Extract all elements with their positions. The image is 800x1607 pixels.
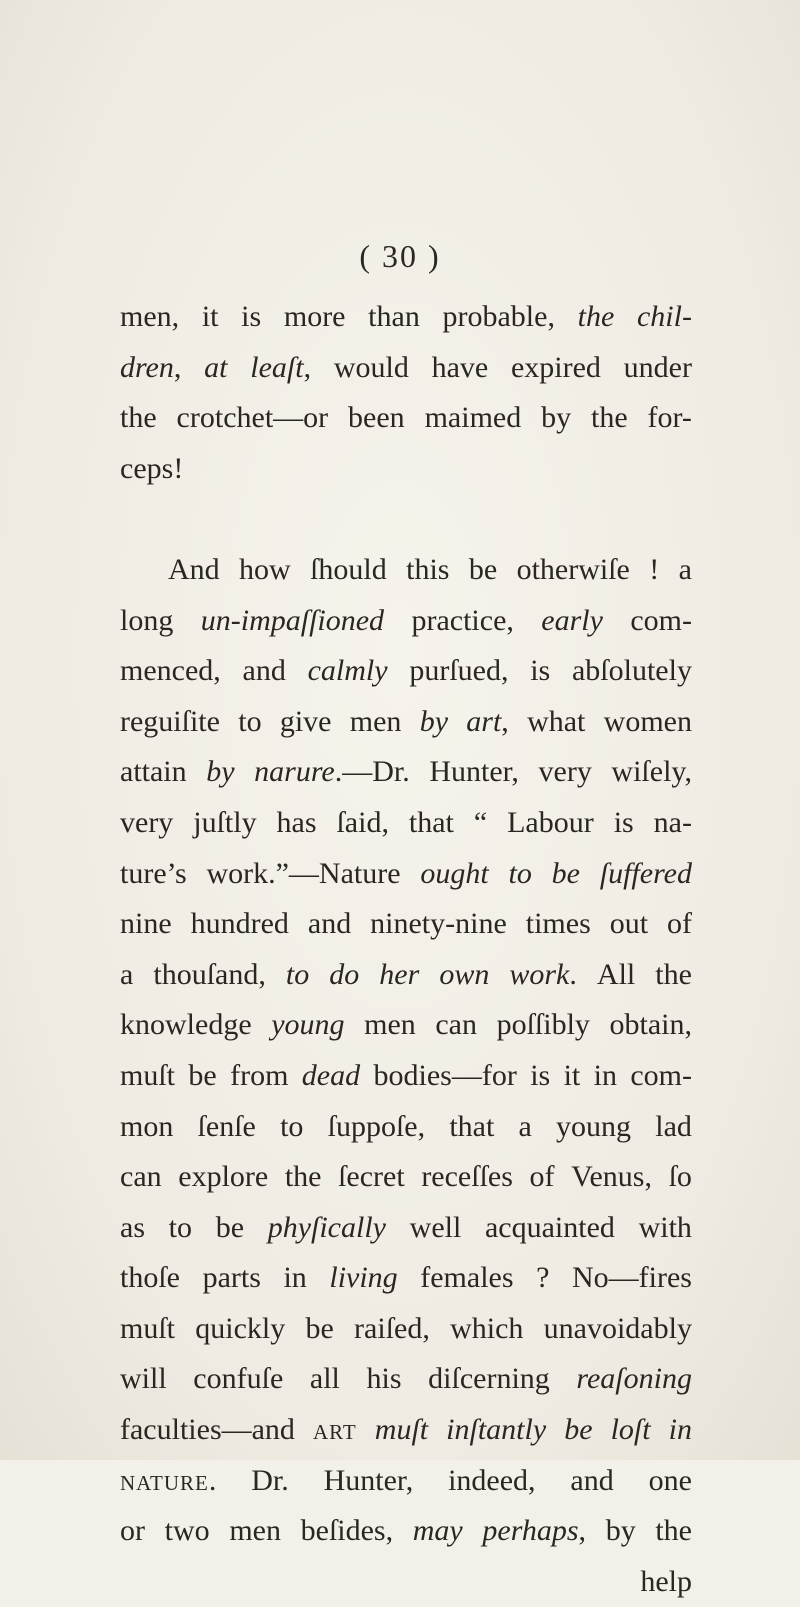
word: this <box>406 552 450 586</box>
word: to <box>168 1210 193 1244</box>
word: how <box>239 552 291 586</box>
word: ninety-nine <box>370 907 507 941</box>
word: and <box>307 907 352 941</box>
word: in <box>283 1261 307 1295</box>
word: muſt <box>374 1413 429 1447</box>
word: reaſoning <box>576 1362 692 1396</box>
word: young <box>556 1109 632 1143</box>
word: the <box>655 957 692 991</box>
word: as <box>120 1210 145 1244</box>
word: be <box>564 1413 593 1447</box>
word: men <box>349 704 402 738</box>
word: lad <box>655 1109 692 1143</box>
word: long <box>120 603 174 637</box>
word: thouſand, <box>153 957 266 991</box>
word: a <box>518 1109 532 1143</box>
word: have <box>431 350 489 384</box>
word: un-impaſſioned <box>200 603 385 637</box>
text-line <box>120 849 692 900</box>
word: and <box>242 654 286 688</box>
word: the <box>284 1160 322 1194</box>
word: No—fires <box>571 1261 692 1295</box>
word: explore <box>178 1160 269 1194</box>
word: of <box>667 907 692 941</box>
word: all <box>309 1362 340 1396</box>
word: be <box>468 552 498 586</box>
word: to <box>238 704 262 738</box>
word: her <box>379 957 420 991</box>
word: give <box>279 704 332 738</box>
word: ſuppoſe, <box>327 1109 426 1143</box>
word: men, <box>120 300 180 333</box>
text-line <box>120 1405 692 1456</box>
word: females <box>420 1261 514 1295</box>
word: been <box>348 401 405 435</box>
word: ſo <box>668 1160 692 1194</box>
word: com- <box>630 1058 692 1092</box>
word: his <box>366 1362 402 1396</box>
word: mon <box>120 1109 174 1143</box>
word: from <box>230 1058 289 1092</box>
text-line <box>120 1152 692 1203</box>
word: ought <box>420 856 489 890</box>
word: men <box>229 1514 281 1548</box>
text-line <box>120 747 692 798</box>
word: muſt <box>120 1311 176 1345</box>
word: more <box>283 300 346 333</box>
text-line <box>120 697 692 748</box>
word: attain <box>120 755 187 789</box>
text-line <box>120 1102 692 1153</box>
text-line <box>120 798 692 849</box>
word: crotchet—or <box>176 401 329 435</box>
word: leaſt, <box>250 350 312 384</box>
word: ſaid, <box>336 805 389 839</box>
word: ſenſe <box>197 1109 256 1143</box>
word: nine <box>120 907 172 941</box>
text-line <box>120 1203 692 1254</box>
word: can <box>120 1160 162 1194</box>
word: diſcerning <box>428 1362 550 1396</box>
word: calmly <box>307 654 388 688</box>
word: young <box>271 1008 345 1042</box>
word: ſuffered <box>599 856 692 890</box>
word: purſued, <box>409 654 509 688</box>
text-line <box>120 393 692 444</box>
text-line <box>120 1456 692 1507</box>
word: knowledge <box>120 1008 252 1042</box>
word: Hunter, <box>323 1463 414 1497</box>
word: be <box>551 856 580 890</box>
word: to <box>280 1109 304 1143</box>
page-number: ( 30 ) <box>359 238 441 274</box>
word: be <box>215 1210 245 1244</box>
word: well <box>409 1210 462 1244</box>
word: be <box>305 1311 334 1345</box>
word: or <box>120 1514 145 1548</box>
catchword: help <box>640 1564 692 1598</box>
word: muſt <box>120 1058 176 1092</box>
text-line <box>120 1506 692 1557</box>
word: art <box>312 1413 357 1447</box>
word: unavoidably <box>543 1311 692 1345</box>
word: inſtantly <box>446 1413 547 1447</box>
text-line <box>120 899 692 950</box>
word: by <box>419 704 449 738</box>
word: Labour <box>507 805 594 839</box>
word: All <box>596 957 636 991</box>
word: phyſically <box>267 1210 386 1244</box>
word: is <box>530 1058 551 1092</box>
word: practice, <box>411 603 514 637</box>
word: that <box>408 805 454 839</box>
word: is <box>241 300 262 333</box>
word: indeed, <box>448 1463 536 1497</box>
word: faculties—and <box>120 1413 295 1447</box>
word: receſſes <box>421 1160 513 1194</box>
word: raiſed, <box>354 1311 430 1345</box>
text-line <box>120 1253 692 1304</box>
text-line <box>120 1304 692 1355</box>
word: work. <box>509 957 577 991</box>
word: maimed <box>424 401 522 435</box>
word: na- <box>653 805 692 839</box>
word: living <box>329 1261 398 1295</box>
word: is <box>613 805 634 839</box>
word: com- <box>630 603 692 637</box>
word: a <box>678 552 692 586</box>
word: to <box>508 856 532 890</box>
word: very <box>538 755 592 789</box>
word: juſtly <box>193 805 257 839</box>
word: the <box>591 401 628 435</box>
word: be <box>188 1058 217 1092</box>
word: ture’s <box>120 856 187 890</box>
word: thoſe <box>120 1261 180 1295</box>
word: it <box>563 1058 581 1092</box>
word: two <box>164 1514 210 1548</box>
word: can <box>435 1008 477 1042</box>
text-line <box>120 1051 692 1102</box>
word: of <box>529 1160 555 1194</box>
word: narure.—Dr. <box>254 755 410 789</box>
word: parts <box>202 1261 261 1295</box>
word: bodies—for <box>373 1058 517 1092</box>
word: the <box>577 300 615 333</box>
word: confuſe <box>193 1362 284 1396</box>
word: times <box>525 907 591 941</box>
word: which <box>450 1311 524 1345</box>
body-text <box>120 292 692 1607</box>
word: in <box>593 1058 617 1092</box>
word: Hunter, <box>429 755 519 789</box>
word: ! <box>649 552 660 586</box>
word: will <box>120 1362 167 1396</box>
word: do <box>329 957 360 991</box>
word: the <box>655 1514 692 1548</box>
word: abſolutely <box>571 654 692 688</box>
word: a <box>120 957 134 991</box>
word: and <box>570 1463 614 1497</box>
word: expired <box>510 350 601 384</box>
word: under <box>623 350 692 384</box>
word: in <box>668 1413 692 1447</box>
word: poſſibly <box>496 1008 590 1042</box>
word: ! <box>173 451 184 485</box>
word: would <box>333 350 409 384</box>
word: dead <box>301 1058 361 1092</box>
word: menced, <box>120 654 221 688</box>
word: otherwiſe <box>516 552 630 586</box>
word: by <box>541 401 572 435</box>
text-line <box>120 1354 692 1405</box>
word: And <box>168 552 220 586</box>
text-line <box>120 444 692 495</box>
word: obtain, <box>609 1008 692 1042</box>
word: ? <box>536 1261 550 1295</box>
word: than <box>368 300 420 333</box>
word: that <box>449 1109 495 1143</box>
word: “ <box>473 805 488 839</box>
text-line <box>120 292 692 343</box>
word: has <box>276 805 317 839</box>
word: women <box>603 704 692 738</box>
word: ceps <box>120 451 174 485</box>
word: Dr. <box>251 1463 289 1497</box>
text-line <box>120 646 692 697</box>
word: is <box>530 654 551 688</box>
text-line <box>120 950 692 1001</box>
word: wiſely, <box>611 755 692 789</box>
word: to <box>285 957 310 991</box>
word: ſhould <box>310 552 387 586</box>
word: at <box>204 350 228 384</box>
word: by <box>206 755 235 789</box>
word: acquainted <box>484 1210 615 1244</box>
paragraph-gap <box>120 494 692 545</box>
word: it <box>201 300 219 333</box>
word: out <box>609 907 649 941</box>
word: nature. <box>120 1463 217 1497</box>
word: men <box>364 1008 416 1042</box>
word: work.”—Nature <box>206 856 401 890</box>
word: ſecret <box>338 1160 405 1194</box>
word: probable, <box>442 300 555 333</box>
text-line <box>120 545 692 596</box>
word: by <box>605 1514 636 1548</box>
text-line <box>120 596 692 647</box>
word: chil- <box>636 300 692 333</box>
word: what <box>527 704 586 738</box>
word: perhaps, <box>482 1514 587 1548</box>
word: reguiſite <box>120 704 220 738</box>
text-line <box>120 343 692 394</box>
word: art, <box>466 704 509 738</box>
word: with <box>638 1210 692 1244</box>
word: early <box>541 603 603 637</box>
word: Venus, <box>571 1160 652 1194</box>
word: dren, <box>120 350 182 384</box>
word: quickly <box>195 1311 286 1345</box>
word: own <box>439 957 490 991</box>
word: very <box>120 805 174 839</box>
word: may <box>412 1514 463 1548</box>
text-line <box>120 1000 692 1051</box>
word: beſides, <box>300 1514 394 1548</box>
word: one <box>648 1463 692 1497</box>
word: the <box>120 401 157 435</box>
word: for- <box>647 401 692 435</box>
word: hundred <box>190 907 289 941</box>
word: loſt <box>610 1413 651 1447</box>
